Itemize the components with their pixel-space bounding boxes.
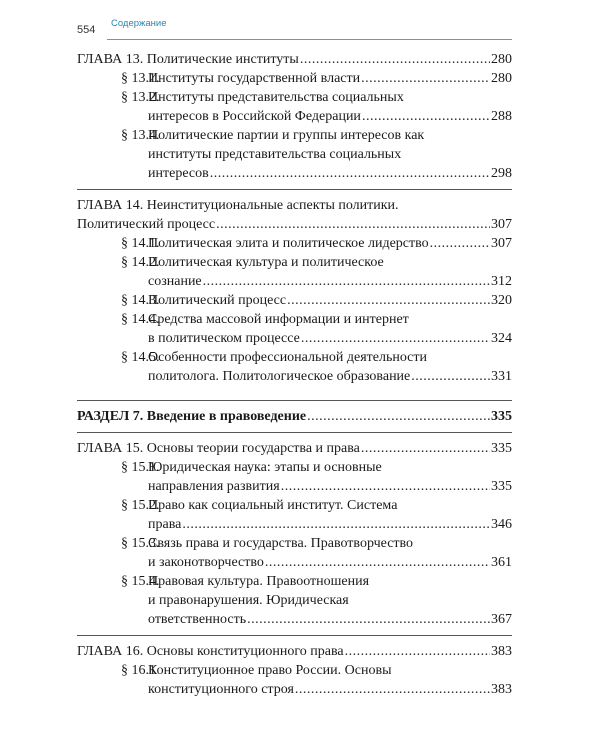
- toc-section-16-1[interactable]: § 16.1 Конституционное право России. Основы конституционного строя ..... 383: [121, 661, 512, 699]
- running-title: Содержание: [111, 18, 167, 29]
- toc-section-14-2[interactable]: § 14.2. Политическая культура и политическое сознание ..... 312: [121, 253, 512, 291]
- toc-chapter-15[interactable]: ГЛАВА 15. Основы теории государства и права ..... 335: [77, 439, 512, 458]
- toc-part-7[interactable]: РАЗДЕЛ 7. Введение в правоведение ..... 335: [77, 407, 512, 426]
- divider: [77, 432, 512, 433]
- toc-section-13-1[interactable]: § 13.1. Институты государственной власти ..... 280: [121, 69, 512, 88]
- toc-section-14-5[interactable]: § 14.5. Особенности профессиональной деятельности политолога. Политологическое образование ..... 331: [121, 348, 512, 386]
- toc-section-13-2[interactable]: § 13.2. Институты представительства социальных интересов в Российской Федерации ..... 288: [121, 88, 512, 126]
- divider: [77, 189, 512, 190]
- toc-section-15-4[interactable]: § 15.4. Правовая культура. Правоотношения и правонарушения. Юридическая ответственность ..... 367: [121, 572, 512, 629]
- divider: [77, 635, 512, 636]
- toc-section-15-2[interactable]: § 15.2. Право как социальный институт. Система права ..... 346: [121, 496, 512, 534]
- toc-chapter-16[interactable]: ГЛАВА 16. Основы конституционного права ..... 383: [77, 642, 512, 661]
- toc-section-14-1[interactable]: § 14.1. Политическая элита и политическое лидерство ..... 307: [121, 234, 512, 253]
- toc-section-14-4[interactable]: § 14.4. Средства массовой информации и интернет в политическом процессе ..... 324: [121, 310, 512, 348]
- page-header: [77, 18, 512, 40]
- table-of-contents: [77, 50, 512, 699]
- divider: [77, 400, 512, 401]
- page-number: 554: [77, 24, 96, 36]
- toc-section-15-1[interactable]: § 15.1. Юридическая наука: этапы и основные направления развития ..... 335: [121, 458, 512, 496]
- toc-chapter-13[interactable]: ГЛАВА 13. Политические институты ..... 280: [77, 50, 512, 69]
- toc-section-15-3[interactable]: § 15.3. Связь права и государства. Правотворчество и законотворчество ..... 361: [121, 534, 512, 572]
- toc-section-14-3[interactable]: § 14.3. Политический процесс ..... 320: [121, 291, 512, 310]
- header-rule: [107, 39, 512, 40]
- toc-chapter-14[interactable]: ГЛАВА 14. Неинституциональные аспекты политики. Политический процесс ..... 307: [77, 196, 512, 234]
- toc-section-13-4[interactable]: § 13.4. Политические партии и группы интересов как институты представительства социальных интересов ..... 298: [121, 126, 512, 183]
